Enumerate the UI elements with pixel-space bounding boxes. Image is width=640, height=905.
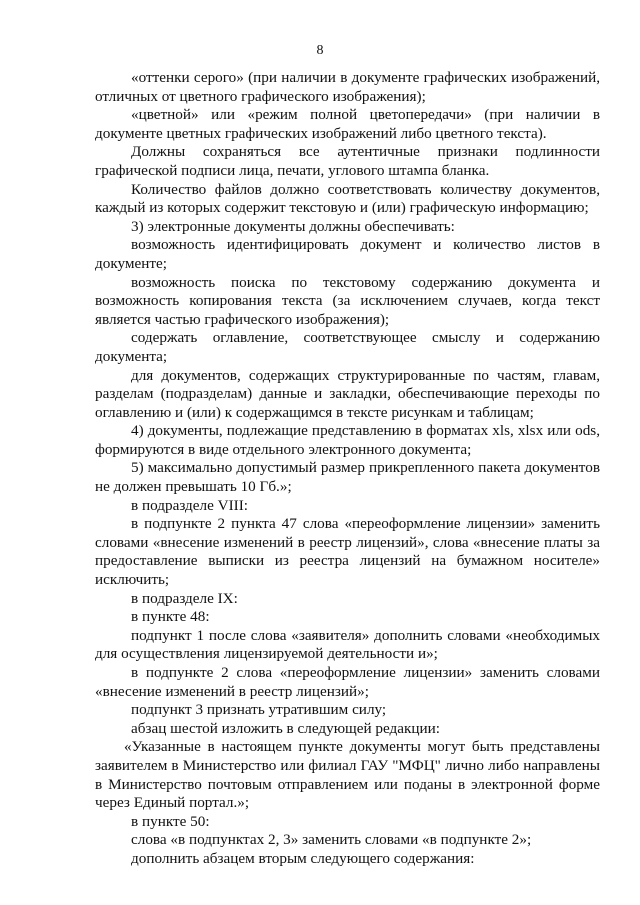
paragraph-authentic-features: Должны сохраняться все аутентичные признаки подлинности графической подписи лица, печати, углового штампа бланка. — [95, 143, 600, 179]
paragraph-grayscale-mode: «оттенки серого» (при наличии в документе графических изображений, отличных от цветного графического изображения); — [95, 69, 600, 105]
paragraph-point-48: в пункте 48: — [131, 608, 210, 626]
paragraph-subpoint-2: в подпункте 2 слова «переоформление лицензии» заменить словами «внесение изменений в реестр лицензий»; — [95, 664, 600, 700]
paragraph-item-5: 5) максимально допустимый размер прикрепленного пакета документов не должен превышать 10 Гб.»; — [95, 459, 600, 496]
paragraph-point-50: в пункте 50: — [131, 812, 210, 830]
paragraph-new-wording: «Указанные в настоящем пункте документы могут быть представлены заявителем в Министерство или филиал ГАУ "МФЦ" лично либо направлены в Министерство почтовым отправлением или поданы в электронной форме через Единый портал.»; — [95, 738, 600, 812]
paragraph-item-3: 3) электронные документы должны обеспечивать: — [131, 217, 455, 235]
paragraph-table-of-contents: содержать оглавление, соответствующее смыслу и содержанию документа; — [95, 329, 600, 365]
paragraph-subpoint-3: подпункт 3 признать утратившим силу; — [131, 701, 387, 719]
page-number: 8 — [316, 43, 324, 58]
paragraph-add-second-abzac: дополнить абзацем вторым следующего содержания: — [131, 849, 475, 867]
paragraph-item-4: 4) документы, подлежащие представлению в форматах xls, xlsx или ods, формируются в виде отдельного электронного документа; — [95, 422, 600, 458]
paragraph-color-mode: «цветной» или «режим полной цветопередачи» (при наличии в документе цветных графических изображений либо цветного текста). — [95, 106, 600, 142]
paragraph-replace-words: слова «в подпунктах 2, 3» заменить словами «в подпункте 2»; — [131, 831, 532, 849]
paragraph-text-search: возможность поиска по текстовому содержанию документа и возможность копирования текста (за исключением случаев, когда текст является частью графического изображения); — [95, 273, 600, 328]
paragraph-identify-document: возможность идентифицировать документ и количество листов в документе; — [95, 236, 600, 272]
paragraph-structured-documents: для документов, содержащих структурированные по частям, главам, разделам (подразделам) данные и закладки, обеспечивающие переходы по оглавлению и (или) к содержащимся в тексте рисункам и таблицам; — [95, 366, 600, 421]
paragraph-sixth-abzac: абзац шестой изложить в следующей редакции: — [131, 719, 440, 737]
paragraph-point-47: в подпункте 2 пункта 47 слова «переоформление лицензии» заменить словами «внесение изменений в реестр лицензий», слова «внесение платы за предоставление выписки из реестра лицензий на бумажном носителе» исключить; — [95, 515, 600, 589]
paragraph-subpoint-1: подпункт 1 после слова «заявителя» дополнить словами «необходимых для осуществления лицензируемой деятельности и»; — [95, 626, 600, 663]
paragraph-file-count: Количество файлов должно соответствовать количеству документов, каждый из которых содержит текстовую и (или) графическую информацию; — [95, 180, 600, 217]
paragraph-subsection-ix: в подразделе IX: — [131, 589, 238, 607]
paragraph-subsection-viii: в подразделе VIII: — [131, 496, 248, 514]
document-body — [95, 69, 600, 869]
